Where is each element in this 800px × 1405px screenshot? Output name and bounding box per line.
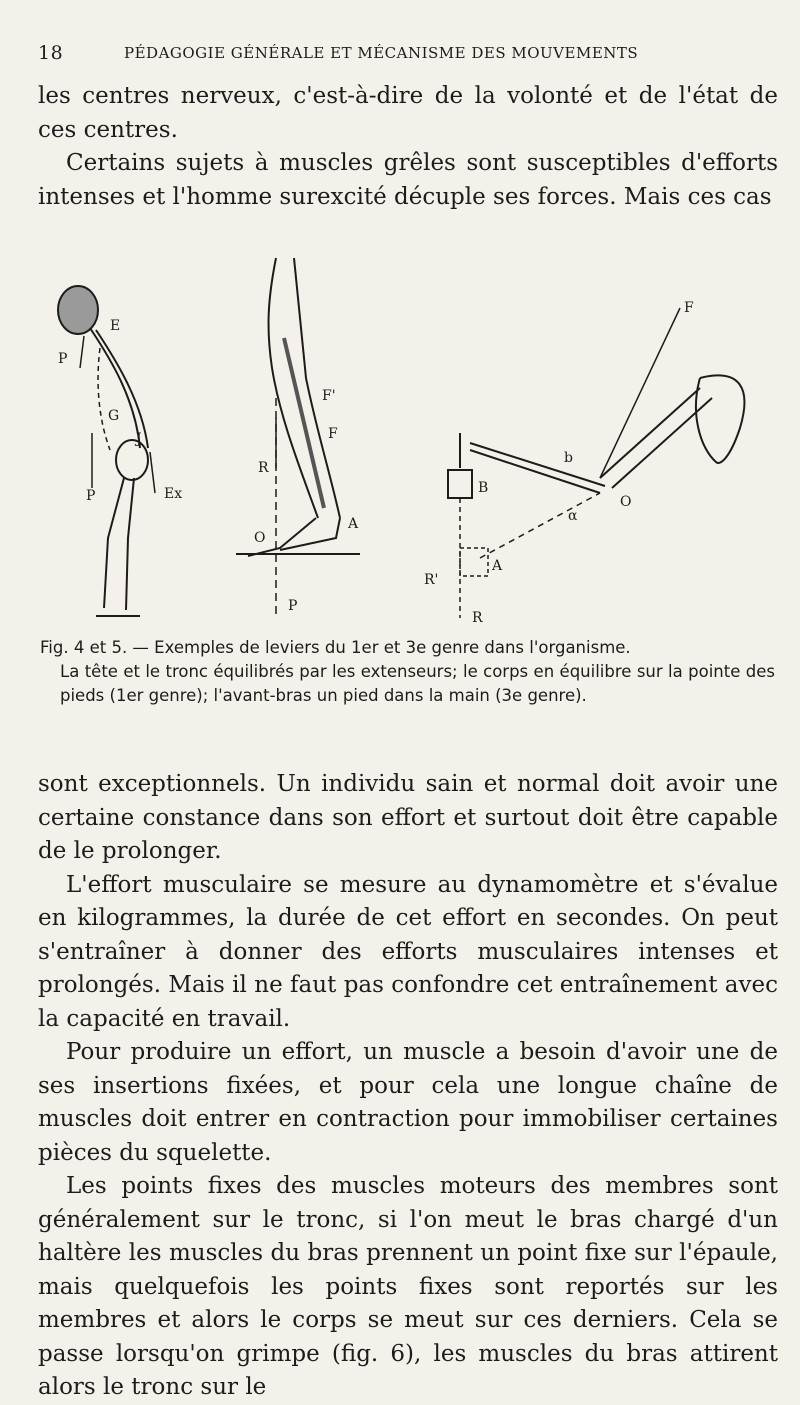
fig4-label: E — [110, 318, 121, 334]
fig5a-label: R — [258, 460, 269, 476]
paragraph: Certains sujets à muscles grêles sont susceptibles d'efforts intenses et l'homme surexcité décuple ses forces. Mais ces cas — [38, 150, 778, 210]
fig4-label: G — [108, 408, 120, 424]
figure-caption — [40, 636, 775, 708]
fig5a-leg — [236, 258, 360, 618]
fig5a-label: F — [328, 426, 338, 442]
paragraph: sont exceptionnels. Un individu sain et normal doit avoir une certaine constance dans son effort et surtout doit être capable de le prolonger. — [38, 771, 778, 864]
caption-lead: Fig. 4 et 5. — Exemples de leviers du 1er et 3e genre dans l'organisme. — [40, 638, 631, 657]
fig5b-label: A — [492, 558, 503, 574]
running-header — [38, 40, 758, 70]
fig4-label: P — [58, 351, 68, 367]
paragraph: Les points fixes des muscles moteurs des membres sont généralement sur le tronc, si l'on meut le bras chargé d'un haltère les muscles du bras prennent un point fixe sur l'épaule, mais quelquefois les points fixes sont reportés sur les membres et alors le corps se meut sur ces derniers. Cela se passe lorsqu'on grimpe (fig. 6), les muscles du bras attirent alors le tronc sur le — [38, 1173, 778, 1400]
fig5b-label: O — [620, 494, 632, 510]
fig5b-label: F — [684, 300, 694, 316]
fig5b-label: B — [478, 480, 489, 496]
fig5a-label: O — [254, 530, 266, 546]
fig4-label: Ex — [164, 486, 183, 502]
figure-levers — [40, 238, 780, 638]
fig4-label: P — [86, 488, 96, 504]
fig5b-label: b — [564, 450, 573, 466]
fig5b-label: R' — [424, 572, 439, 588]
caption-body: La tête et le tronc équilibrés par les extenseurs; le corps en équilibre sur la pointe des pieds (1er genre); l'avant-bras un pied dans la main (3e genre). — [60, 662, 775, 705]
body-text-top — [38, 80, 778, 214]
fig5b-label: R — [472, 610, 483, 626]
fig5b-label: α — [568, 508, 578, 524]
fig5a-label: P — [288, 598, 298, 614]
fig5a-label: A — [348, 516, 359, 532]
fig4-skeleton — [58, 286, 155, 616]
paragraph: L'effort musculaire se mesure au dynamomètre et s'évalue en kilogrammes, la durée de cet effort en secondes. On peut s'entraîner à donner des efforts musculaires intenses et prolongés. Mais il ne faut pas confondre cet entraînement avec la capacité en travail. — [38, 871, 778, 1032]
page-number: 18 — [38, 42, 64, 64]
fig5a-label: F' — [322, 388, 336, 404]
body-text-bottom — [38, 768, 778, 1405]
paragraph: les centres nerveux, c'est-à-dire de la volonté et de l'état de ces centres. — [38, 83, 778, 143]
running-title: PÉDAGOGIE GÉNÉRALE ET MÉCANISME DES MOUVEMENTS — [124, 44, 639, 62]
fig4-label: J — [136, 431, 142, 447]
lever-illustration — [40, 238, 780, 638]
paragraph: Pour produire un effort, un muscle a besoin d'avoir une de ses insertions fixées, et pour cela une longue chaîne de muscles doit entrer en contraction pour immobiliser certaines pièces du squelette. — [38, 1039, 778, 1166]
